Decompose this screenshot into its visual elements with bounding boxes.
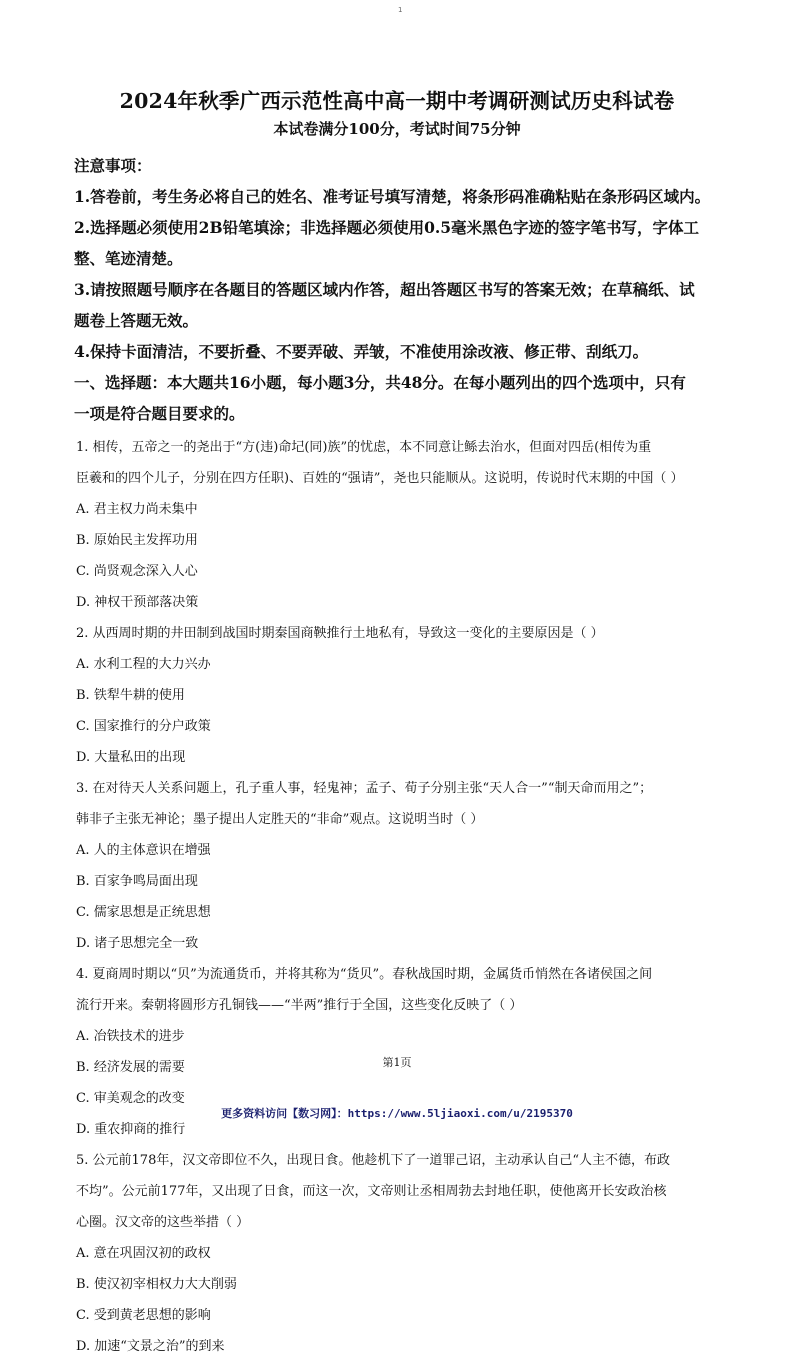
question-text: 臣羲和的四个儿子，分别在四方任职)、百姓的“强请”，尧也只能顺从。这说明，传说时代末期的中国（ ） bbox=[76, 471, 684, 486]
exam-subtitle: 本试卷满分100分，考试时间75分钟 bbox=[273, 120, 521, 138]
notice-line: 4.保持卡面清洁，不要折叠、不要弄破、弄皱，不准使用涂改液、修正带、刮纸刀。 bbox=[74, 342, 649, 361]
question-text: 4. 夏商周时期以“贝”为流通货币，并将其称为“货贝”。春秋战国时期，金属货币悄然在各诸侯国之间 bbox=[76, 967, 653, 982]
options-group bbox=[76, 1021, 726, 1145]
option-c: C. 国家推行的分户政策 bbox=[76, 719, 211, 734]
options-group bbox=[76, 835, 726, 959]
option-a: A. 意在巩固汉初的政权 bbox=[76, 1246, 211, 1261]
option-d: D. 神权干预部落决策 bbox=[76, 595, 199, 610]
section-heading: 一、选择题：本大题共16小题，每小题3分，共48分。在每小题列出的四个选项中，只有 bbox=[74, 373, 686, 392]
page-number: 第1页 bbox=[382, 1056, 412, 1069]
option-b: B. 使汉初宰相权力大大削弱 bbox=[76, 1277, 237, 1292]
option-c: C. 儒家思想是正统思想 bbox=[76, 905, 211, 920]
question-text: 流行开来。秦朝将圆形方孔铜钱——“半两”推行于全国，这些变化反映了（ ） bbox=[76, 998, 523, 1013]
question-1 bbox=[76, 432, 726, 618]
option-c: C. 审美观念的改变 bbox=[76, 1091, 185, 1106]
question-3 bbox=[76, 773, 726, 959]
option-a: A. 水利工程的大力兴办 bbox=[76, 657, 211, 672]
notice-line: 2.选择题必须使用2B铅笔填涂；非选择题必须使用0.5毫米黑色字迹的签字笔书写，字体工 bbox=[74, 218, 700, 237]
notice-line: 题卷上答题无效。 bbox=[74, 311, 199, 330]
notice-line: 1.答卷前，考生务必将自己的姓名、准考证号填写清楚，将条形码准确粘贴在条形码区域内。 bbox=[74, 187, 711, 206]
options-group bbox=[76, 1238, 726, 1362]
option-d: D. 重农抑商的推行 bbox=[76, 1122, 186, 1137]
option-b: B. 经济发展的需要 bbox=[76, 1060, 185, 1075]
footer-link[interactable]: 更多资料访问【数习网】：https://www.5ljiaoxi.com/u/2195370 bbox=[221, 1107, 573, 1120]
question-text: 3. 在对待天人关系问题上，孔子重人事，轻鬼神；孟子、荀子分别主张“天人合一”“制天命而用之”； bbox=[76, 781, 653, 796]
option-b: B. 原始民主发挥功用 bbox=[76, 533, 198, 548]
question-text: 不均”。公元前177年，又出现了日食，而这一次，文帝则让丞相周勃去封地任职，使他离开长安政治核 bbox=[76, 1184, 667, 1199]
questions-list bbox=[76, 432, 726, 1362]
question-text: 2. 从西周时期的井田制到战国时期秦国商鞅推行土地私有，导致这一变化的主要原因是（ ） bbox=[76, 626, 604, 641]
option-a: A. 冶铁技术的进步 bbox=[76, 1029, 185, 1044]
option-d: D. 加速“文景之治”的到来 bbox=[76, 1339, 225, 1354]
question-text: 心圈。汉文帝的这些举措（ ） bbox=[76, 1215, 250, 1230]
option-a: A. 人的主体意识在增强 bbox=[76, 843, 211, 858]
exam-title: 2024年秋季广西示范性高中高一期中考调研测试历史科试卷 bbox=[119, 89, 675, 113]
options-group bbox=[76, 649, 726, 773]
option-b: B. 铁犁牛耕的使用 bbox=[76, 688, 185, 703]
notice-section bbox=[74, 150, 734, 429]
notice-line: 整、笔迹清楚。 bbox=[74, 249, 183, 268]
notice-line: 3.请按照题号顺序在各题目的答题区域内作答，超出答题区书写的答案无效；在草稿纸、试 bbox=[74, 280, 695, 299]
option-c: C. 受到黄老思想的影响 bbox=[76, 1308, 211, 1323]
option-b: B. 百家争鸣局面出现 bbox=[76, 874, 198, 889]
section-heading: 一项是符合题目要求的。 bbox=[74, 404, 245, 423]
option-d: D. 诸子思想完全一致 bbox=[76, 936, 199, 951]
question-5 bbox=[76, 1145, 726, 1362]
question-text: 1. 相传，五帝之一的尧出于“方(违)命圮(同)族”的忧虑，本不同意让鲧去治水，但面对四岳(相传为重 bbox=[76, 440, 652, 455]
option-c: C. 尚贤观念深入人心 bbox=[76, 564, 198, 579]
question-2 bbox=[76, 618, 726, 773]
question-text: 5. 公元前178年，汉文帝即位不久，出现日食。他趁机下了一道罪己诏，主动承认自己“人主不德，布政 bbox=[76, 1153, 670, 1168]
notice-heading: 注意事项： bbox=[74, 156, 152, 175]
page-top-mark: 1 bbox=[398, 6, 403, 14]
options-group bbox=[76, 494, 726, 618]
option-a: A. 君主权力尚未集中 bbox=[76, 502, 198, 517]
option-d: D. 大量私田的出现 bbox=[76, 750, 186, 765]
question-text: 韩非子主张无神论；墨子提出人定胜天的“非命”观点。这说明当时（ ） bbox=[76, 812, 484, 827]
